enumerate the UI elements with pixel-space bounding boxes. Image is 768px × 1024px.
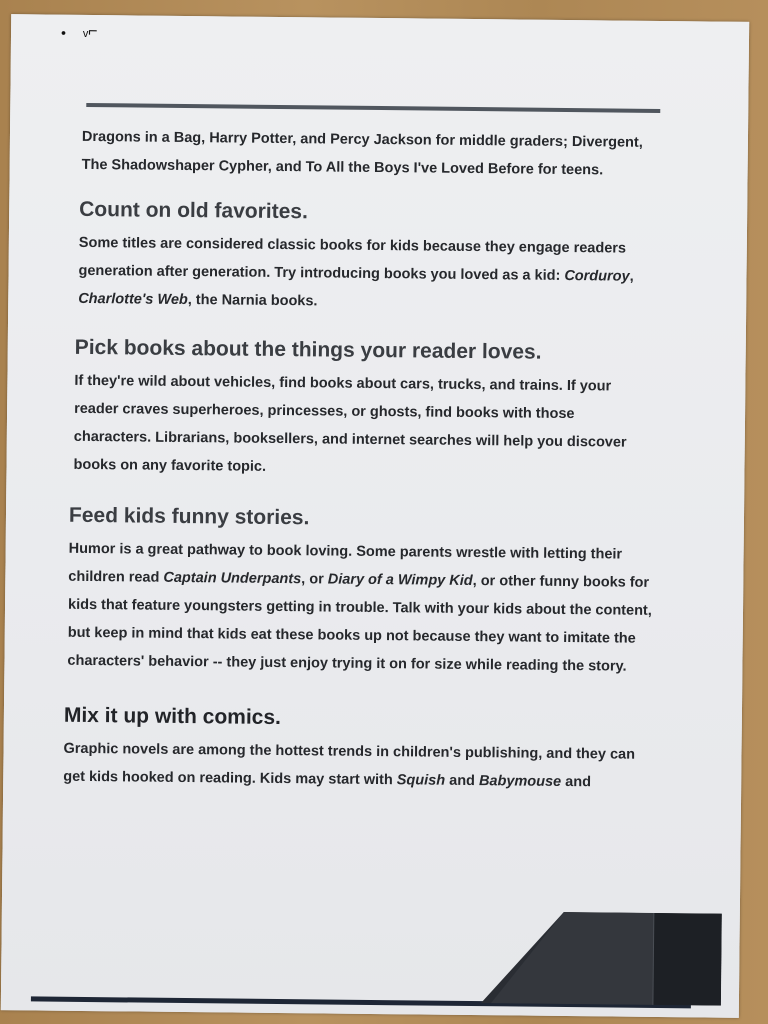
section-heading: Mix it up with comics. [63,703,282,730]
book-title: Corduroy [564,267,630,285]
text-run: , the Narnia books. [187,292,318,310]
corner-shape-front [653,913,722,1006]
pen-scribble: ᵥ⌐ [82,22,98,41]
section-funny-stories [67,501,654,681]
corner-shape-mid [491,911,654,1005]
pen-mark: • [60,24,67,41]
text-run: Some titles are considered classic books for kids because they engage readers generation after generation. Try introducing books you loved as a kid: [78,234,627,284]
section-paragraph [78,229,657,319]
corner-graphic [481,911,722,1006]
section-paragraph: If they're wild about vehicles, find books about cars, trucks, and trains. If your reader craves superheroes, princesses, or ghosts, find books with those characters. Librarians, booksellers, and internet searches will help you discover books on any favorite topic. [73,372,627,475]
section-paragraph [67,535,653,681]
book-title: Captain Underpants [163,569,302,588]
intro-paragraph: Dragons in a Bag, Harry Potter, and Percy Jackson for middle graders; Divergent, The Shadowshaper Cypher, and To All the Boys I've Loved Before for teens. [81,128,643,179]
section-comics [63,701,652,797]
text-run: Humor is a great pathway to book loving. Some parents wrestle with letting their children read [68,540,623,586]
book-title: Charlotte's Web [78,290,188,309]
text-run: , or other funny books for kids that feature youngsters getting in trouble. Talk with your kids about the content, but keep in mind that kids eat these books up not because they want to imitate the characters' behavior -- they just enjoy trying it on for size while reading the story. [67,573,652,675]
text-run: , or [301,571,328,588]
section-heading: Pick books about the things your reader loves. [74,335,542,364]
article-body [61,123,658,797]
section-old-favorites [78,195,657,319]
paper-sheet [1,14,749,1018]
text-run: and [445,772,480,790]
section-reader-loves [73,333,655,485]
book-title: Babymouse [478,773,562,790]
text-run: Graphic novels are among the hottest trends in children's publishing, and they can get kids hooked on reading. Kids may start with [63,740,636,789]
section-paragraph [63,735,652,797]
top-divider [86,103,660,113]
section-heading: Feed kids funny stories. [68,503,310,530]
text-run: and [561,773,592,791]
book-title: Squish [396,772,446,789]
section-heading: Count on old favorites. [79,197,308,224]
text-run: , [629,268,634,285]
book-title: Diary of a Wimpy Kid [327,571,473,590]
